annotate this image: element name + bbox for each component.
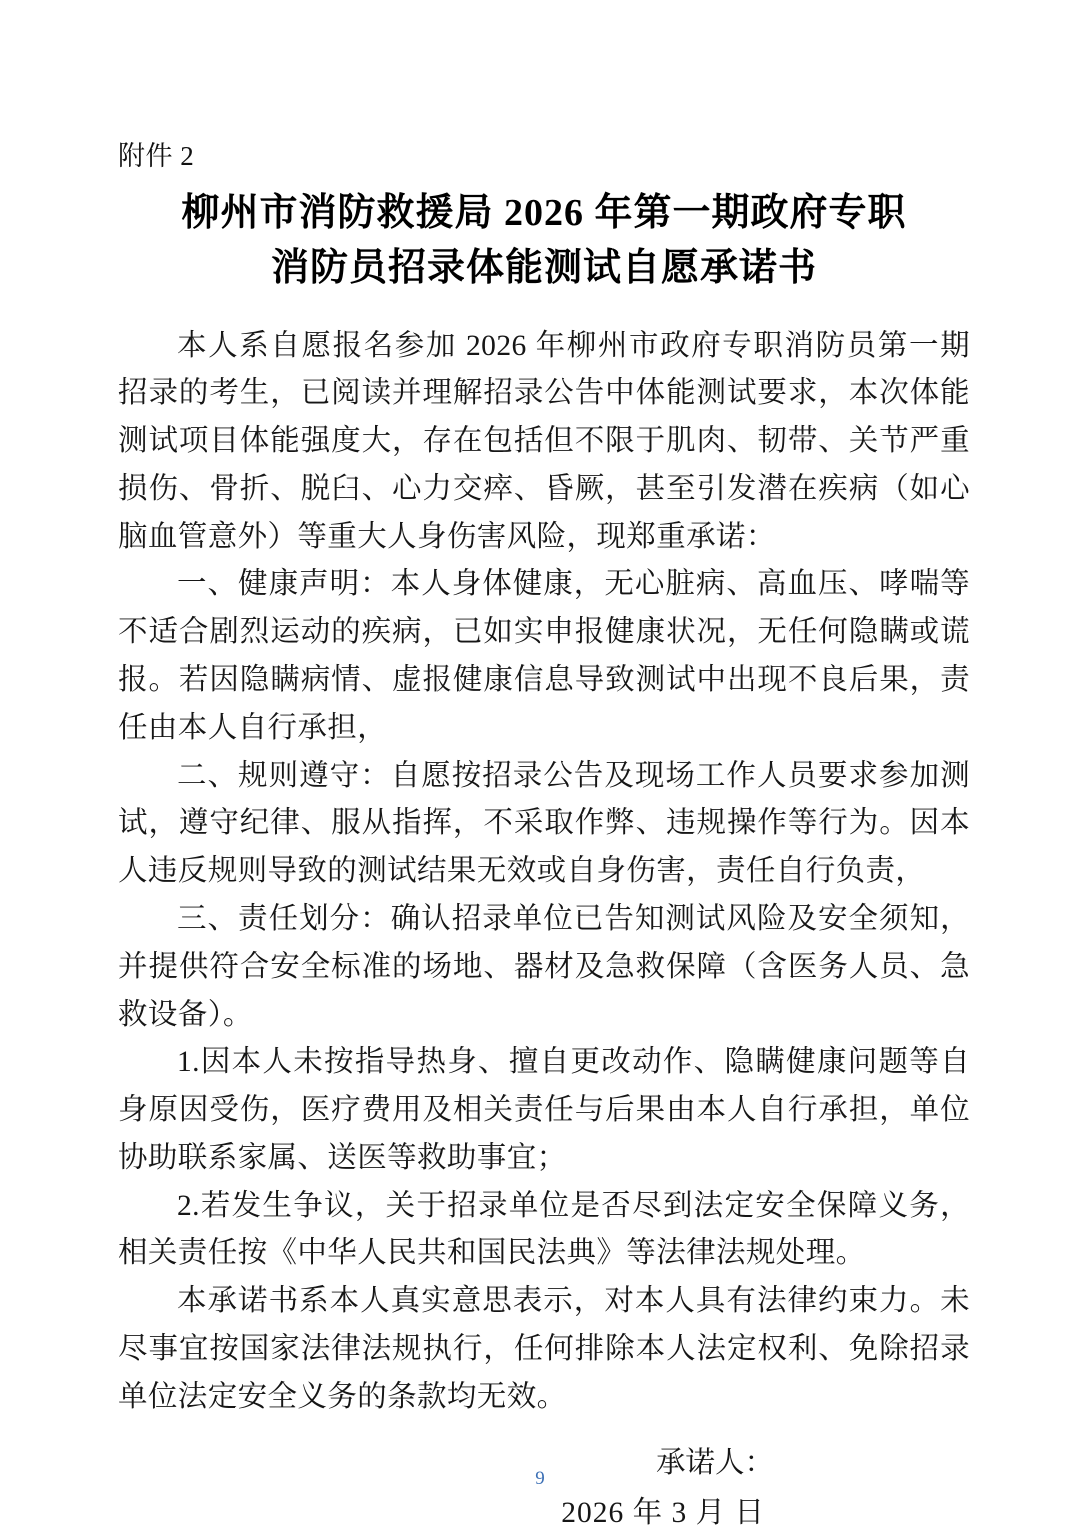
page-title <box>118 186 970 296</box>
paragraph-rule-compliance: 二、规则遵守：自愿按招录公告及现场工作人员要求参加测试，遵守纪律、服从指挥，不采取作弊、违规操作等行为。因本人违反规则导致的测试结果无效或自身伤害，责任自行负责， <box>118 759 970 888</box>
paragraph-health-declaration: 一、健康声明：本人身体健康，无心脏病、高血压、哮喘等不适合剧烈运动的疾病，已如实申报健康状况，无任何隐瞒或谎报。若因隐瞒病情、虚报健康信息导致测试中出现不良后果，责任由本人自行承担， <box>118 568 970 744</box>
page-number: 9 <box>535 1468 545 1489</box>
document-body <box>118 323 970 1422</box>
page-title-line-1: 柳州市消防救援局 2026 年第一期政府专职 <box>181 192 907 235</box>
paragraph-closing: 本承诺书系本人真实意思表示，对本人具有法律约束力。未尽事宜按国家法律法规执行，任何排除本人法定权利、免除招录单位法定安全义务的条款均无效。 <box>118 1285 970 1413</box>
paragraph-intro: 本人系自愿报名参加 2026 年柳州市政府专职消防员第一期招录的考生，已阅读并理解招录公告中体能测试要求，本次体能测试项目体能强度大，存在包括但不限于肌肉、韧带、关节严重损伤、骨折、脱臼、心力交瘁、昏厥，甚至引发潜在疾病（如心脑血管意外）等重大人身伤害风险，现郑重承诺： <box>118 329 970 553</box>
paragraph-item-1: 1.因本人未按指导热身、擅自更改动作、隐瞒健康问题等自身原因受伤，医疗费用及相关责任与后果由本人自行承担，单位协助联系家属、送医等救助事宜； <box>118 1046 970 1174</box>
signature-date: 2026 年 3 月 日 <box>561 1496 765 1529</box>
page-title-line-2: 消防员招录体能测试自愿承诺书 <box>270 247 817 290</box>
signature-label: 承诺人： <box>655 1446 774 1479</box>
paragraph-responsibility-division: 三、责任划分：确认招录单位已告知测试风险及安全须知，并提供符合安全标准的场地、器材及急救保障（含医务人员、急救设备）。 <box>118 902 970 1031</box>
attachment-label: 附件 2 <box>118 141 195 171</box>
paragraph-item-2: 2.若发生争议，关于招录单位是否尽到法定安全保障义务，相关责任按《中华人民共和国民法典》等法律法规处理。 <box>118 1189 970 1270</box>
